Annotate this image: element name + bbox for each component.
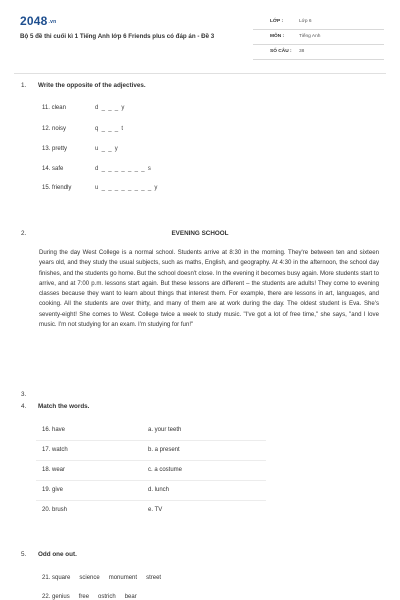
- row-divider: [36, 440, 266, 441]
- question-number: 5.: [21, 551, 27, 558]
- question-instruction: Odd one out.: [38, 551, 77, 558]
- match-word: 16. have: [42, 427, 66, 433]
- meta-row-subject: [253, 31, 384, 45]
- word-option: monument: [108, 575, 138, 581]
- match-word: 20. brush: [42, 507, 68, 513]
- answer-blank: u _ _ _ _ _ _ _ _ y: [95, 185, 159, 191]
- match-option: e. TV: [148, 507, 163, 513]
- adjective-item: 15. friendly: [42, 185, 72, 191]
- adjective-item: 13. pretty: [42, 146, 68, 152]
- site-logo[interactable]: 2048.vn: [20, 14, 57, 28]
- answer-blank: q _ _ _ t: [95, 126, 124, 132]
- meta-key: MÔN :: [270, 34, 285, 39]
- reading-passage: During the day West College is a normal school. Students arrive at 8:30 in the morning. They're between ten and sixteen years old, and they study the usual subjects, such as maths, English, and geography. At 4:30 in the afternoon, the school day finishes, and the students go home. But the school doesn't close. In the evening it becomes busy again. More students start to arrive, and at 7:00 p.m. lessons start again. But these lessons are different – the students are adults! They come to evening classes because they want to learn about things that interest them. For example, there are lessons in art, languages, and cooking. All the students are over thirty, and many of them are at work during the day. The oldest student is Eva. She's seventy-eight! She comes to West. College twice a week to study music. "I've got a lot of free time," she says, "and I love music. I'm not studying for an exam. I'm studying for fun!": [39, 249, 379, 329]
- meta-row-question-count: [253, 46, 384, 60]
- word-option: science: [79, 575, 100, 581]
- word-option: 21. square: [42, 575, 71, 581]
- answer-blank: d _ _ _ y: [95, 105, 126, 111]
- row-divider: [36, 500, 266, 501]
- odd-one-out-row: [42, 594, 146, 600]
- row-divider: [36, 480, 266, 481]
- word-option: free: [78, 594, 90, 600]
- question-number: 3.: [21, 391, 27, 398]
- word-option: bear: [124, 594, 137, 600]
- match-word: 18. wear: [42, 467, 66, 473]
- question-number: 4.: [21, 403, 27, 410]
- meta-value: Tiếng Anh: [299, 34, 321, 39]
- meta-key: SỐ CÂU :: [270, 49, 292, 54]
- match-word: 19. give: [42, 487, 64, 493]
- document-title: Bộ 5 đề thi cuối kì 1 Tiếng Anh lớp 6 Friends plus có đáp án - Đề 3: [20, 33, 215, 40]
- adjective-item: 14. safe: [42, 166, 64, 172]
- match-option: d. lunch: [148, 487, 170, 493]
- document-header: [16, 12, 384, 68]
- answer-blank: u _ _ y: [95, 146, 119, 152]
- header-divider: [14, 73, 386, 74]
- row-divider: [36, 460, 266, 461]
- match-word: 17. watch: [42, 447, 68, 453]
- meta-key: LỚP :: [270, 19, 284, 24]
- question-instruction: Write the opposite of the adjectives.: [38, 82, 146, 89]
- match-option: a. your teeth: [148, 427, 182, 433]
- question-number: 2.: [21, 230, 27, 237]
- meta-value: Lớp 6: [299, 19, 312, 24]
- meta-row-class: [253, 16, 384, 30]
- match-option: b. a present: [148, 447, 180, 453]
- document-meta: [253, 16, 384, 61]
- passage-title: EVENING SCHOOL: [171, 230, 229, 237]
- question-instruction: Match the words.: [38, 403, 90, 410]
- odd-one-out-row: [42, 575, 170, 581]
- answer-blank: d _ _ _ _ _ _ _ s: [95, 166, 152, 172]
- question-number: 1.: [21, 82, 27, 89]
- word-option: 22. genius: [42, 594, 70, 600]
- word-option: ostrich: [98, 594, 116, 600]
- adjective-item: 11. clean: [42, 105, 66, 111]
- meta-value: 38: [299, 49, 305, 54]
- match-option: c. a costume: [148, 467, 183, 473]
- adjective-item: 12. noisy: [42, 126, 67, 132]
- word-option: street: [146, 575, 162, 581]
